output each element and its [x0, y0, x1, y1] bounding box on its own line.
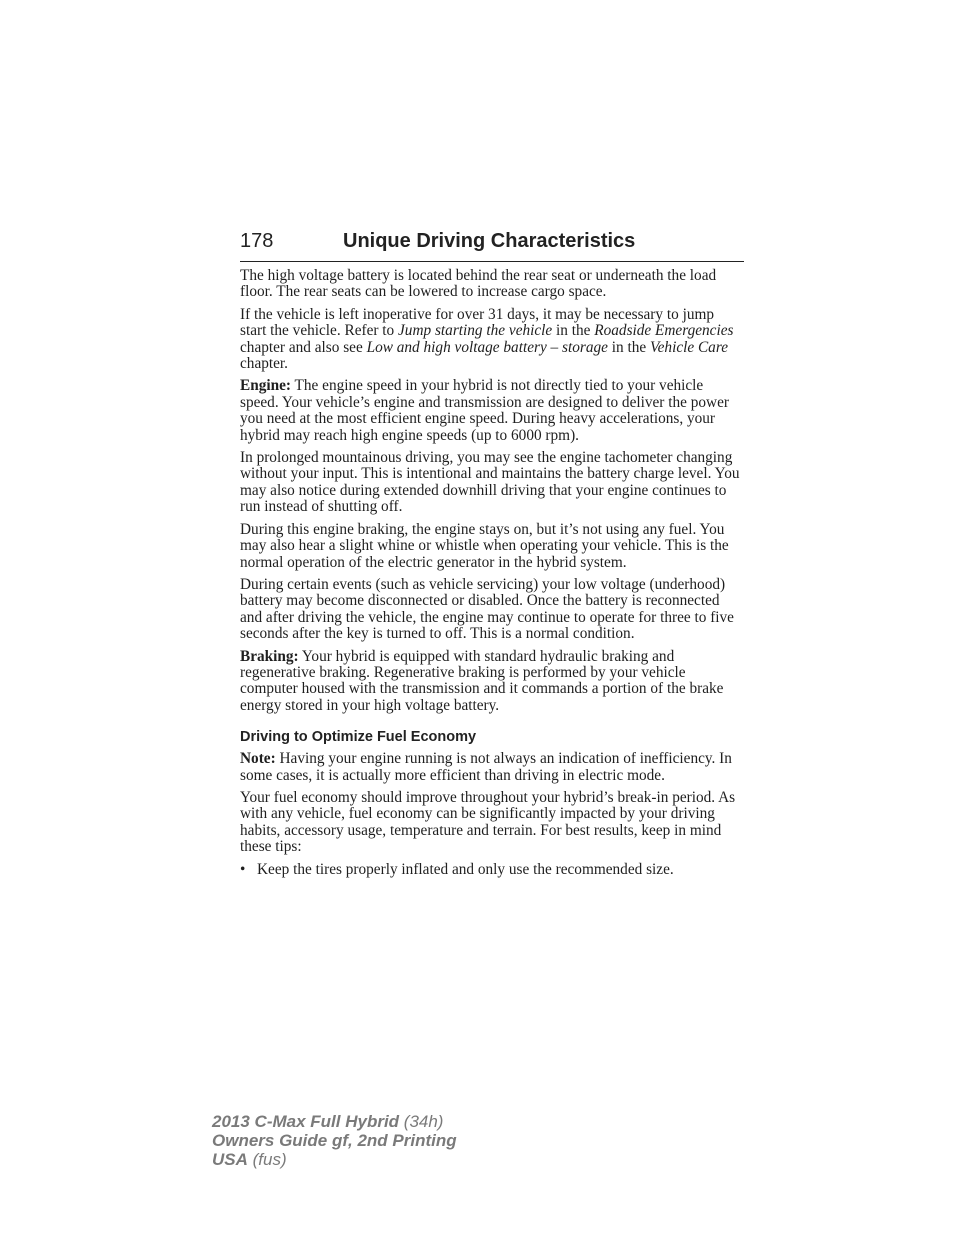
- bullet-marker: •: [240, 860, 246, 878]
- text-run: Your hybrid is equipped with standard hydraulic braking and regenerative braking. Regenerative braking is performed by your vehicle computer housed with the transmission and it commands a portion of the brake energy stored in your high voltage battery.: [240, 647, 724, 714]
- cross-reference: Low and high voltage battery – storage: [366, 338, 608, 356]
- note-label: Note:: [240, 750, 276, 768]
- engine-label: Engine:: [240, 377, 291, 395]
- list-item-text: Keep the tires properly inflated and only use the recommended size.: [257, 860, 674, 878]
- cross-reference: Vehicle Care: [649, 338, 728, 356]
- page-footer: [212, 1112, 457, 1169]
- footer-line-2: [212, 1131, 457, 1150]
- footer-region: USA: [212, 1150, 248, 1169]
- paragraph-jump-start: [240, 307, 744, 373]
- text-run: in the: [607, 338, 650, 356]
- paragraph-fuel-economy: Your fuel economy should improve throughout your hybrid’s break-in period. As with any vehicle, fuel economy can be significantly impacted by your driving habits, accessory usage, temperature and terrain. For best results, keep in mind these tips:: [240, 788, 736, 856]
- text-run: The engine speed in your hybrid is not directly tied to your vehicle speed. Your vehicle’s engine and transmission are designed to deliver the power you need at the most efficient engine speed. During heavy accelerations, your hybrid may reach high engine speeds (up to 6000 rpm).: [240, 377, 729, 444]
- body-text: [240, 268, 744, 878]
- paragraph-engine: [240, 378, 744, 444]
- cross-reference: Roadside Emergencies: [594, 322, 734, 340]
- text-run: chapter and also see: [240, 338, 367, 356]
- footer-line-1: [212, 1112, 457, 1131]
- text-run: If the vehicle is left inoperative for over 31 days, it may be necessary to jump start the vehicle. Refer to: [240, 305, 715, 340]
- footer-line-3: [212, 1150, 457, 1169]
- list-item: [240, 862, 744, 878]
- paragraph-engine-braking: During this engine braking, the engine stays on, but it’s not using any fuel. You may also hear a slight whine or whistle when operating your vehicle. This is the normal operation of the electric generator in the hybrid system.: [240, 520, 729, 571]
- footer-region-code: (fus): [247, 1150, 287, 1169]
- page-number: 178: [240, 230, 274, 252]
- paragraph-battery-disconnect: During certain events (such as vehicle servicing) your low voltage (underhood) battery may become disconnected or disabled. Once the battery is reconnected and after driving the vehicle, the engine may continue to operate for three to five seconds after the key is turned to off. This is a normal condition.: [240, 575, 734, 643]
- section-heading: Driving to Optimize Fuel Economy: [240, 729, 477, 746]
- paragraph-braking: [240, 649, 744, 715]
- paragraph-battery-location: The high voltage battery is located behind the rear seat or underneath the load floor. The rear seats can be lowered to increase cargo space.: [240, 267, 717, 301]
- paragraph-mountain-driving: In prolonged mountainous driving, you may see the engine tachometer changing without your input. This is intentional and maintains the battery charge level. You may also notice during extended downhill driving that your engine continues to run instead of shutting off.: [240, 449, 740, 516]
- braking-label: Braking:: [240, 647, 299, 665]
- footer-model-code: (34h): [399, 1112, 444, 1131]
- text-run: Having your engine running is not always an indication of inefficiency. In some cases, it is actually more efficient than driving in electric mode.: [240, 750, 732, 784]
- footer-model: 2013 C-Max Full Hybrid: [212, 1112, 400, 1131]
- footer-guide: Owners Guide gf, 2nd Printing: [212, 1131, 457, 1150]
- chapter-title: Unique Driving Characteristics: [343, 230, 636, 252]
- paragraph-note: [240, 751, 744, 784]
- text-run: in the: [552, 322, 595, 340]
- text-run: chapter.: [240, 355, 288, 373]
- page-header: [240, 229, 744, 262]
- cross-reference: Jump starting the vehicle: [398, 322, 553, 340]
